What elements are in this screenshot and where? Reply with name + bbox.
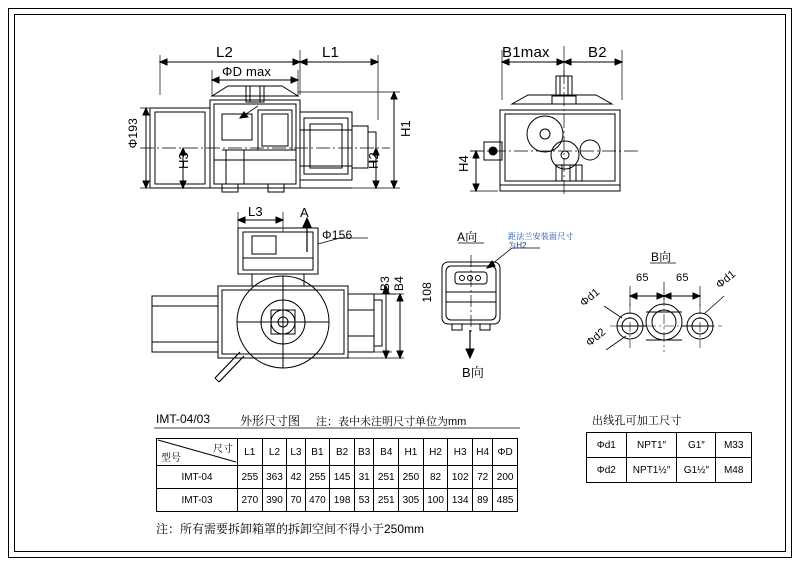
thread-cell-g: G1½″ [677,458,716,483]
dim-label-108: 108 [420,282,434,303]
cell: 53 [354,489,374,512]
table-row [587,433,752,458]
thread-cell-g: G1″ [677,433,716,458]
cell: 251 [374,489,399,512]
bottom-note: 注：所有需要拆卸箱罩的拆卸空间不得小于250mm [156,522,425,536]
dim-label-65-left: 65 [636,272,649,284]
dim-label-65-right: 65 [676,272,689,284]
cell: 305 [399,489,424,512]
dim-label-phi156: Φ156 [322,228,353,242]
dim-label-h4: H4 [456,155,471,173]
cell: 363 [262,466,287,489]
row-model: IMT-03 [157,489,238,512]
dim-label-h1: H1 [398,120,413,138]
cell: 270 [238,489,263,512]
thread-cell-npt: NPT1″ [626,433,677,458]
cell: 100 [423,489,448,512]
cell: 255 [238,466,263,489]
dim-label-phid2: Φd2 [584,326,609,350]
section-arrow-a: A [300,205,309,220]
cell: 145 [330,466,355,489]
cell: 485 [493,489,518,512]
cell: 200 [493,466,518,489]
col-head: H2 [423,439,448,466]
dim-label-phid1-left: Φd1 [578,286,603,310]
cell: 72 [473,466,493,489]
cell: 198 [330,489,355,512]
thread-row-label: Φd2 [587,458,627,483]
cell: 31 [354,466,374,489]
col-head: B1 [305,439,330,466]
dim-label-l1: L1 [322,44,340,61]
col-head: L1 [238,439,263,466]
thread-table-title: 出线孔可加工尺寸 [592,415,682,427]
cell: 251 [374,466,399,489]
cell: 102 [448,466,473,489]
thread-cell-m: M48 [716,458,752,483]
col-head: H3 [448,439,473,466]
cell: 89 [473,489,493,512]
view-a-label: A向 [457,230,478,244]
dim-label-phid-max: ΦD max [222,64,272,79]
table-row [157,489,518,512]
view-a-note: 距法兰安装面尺寸为H2 [508,232,574,251]
drawing-title-note: 注：表中未注明尺寸单位为mm [316,416,467,428]
thread-table [586,432,752,483]
thread-cell-m: M33 [716,433,752,458]
cell: 470 [305,489,330,512]
dim-label-h2: H2 [366,152,381,170]
dim-label-l2: L2 [216,44,234,61]
dim-label-phi193: Φ193 [126,118,140,149]
corner-label-size: 尺寸 [213,444,233,455]
view-b-label: B向 [651,250,672,264]
col-head: B3 [354,439,374,466]
section-arrow-b: B向 [462,365,485,380]
col-head: L3 [287,439,305,466]
cell: 42 [287,466,305,489]
cell: 390 [262,489,287,512]
table-row [587,458,752,483]
dim-label-phid1-right: Φd1 [714,268,739,292]
dim-label-h3: H3 [176,152,191,170]
cell: 255 [305,466,330,489]
dimension-table [156,438,518,512]
dim-label-l3: L3 [248,204,263,219]
thread-cell-npt: NPT1½″ [626,458,677,483]
dim-label-b2: B2 [588,44,607,61]
dim-label-b1max: B1max [502,44,550,61]
col-head: B4 [374,439,399,466]
cell: 134 [448,489,473,512]
col-head: B2 [330,439,355,466]
col-head: L2 [262,439,287,466]
col-head: ΦD [493,439,518,466]
drawing-title-sub: 外形尺寸图 [240,414,301,428]
table-row [157,466,518,489]
cell: 82 [423,466,448,489]
table-header-row [157,439,518,466]
cell: 250 [399,466,424,489]
table-corner-cell [157,439,238,466]
col-head: H1 [399,439,424,466]
col-head: H4 [473,439,493,466]
dim-label-b3: B3 [378,276,392,292]
corner-label-model: 型号 [161,453,181,464]
dim-label-b4: B4 [392,276,406,292]
drawing-title: IMT-04/03 [156,412,211,426]
cell: 70 [287,489,305,512]
row-model: IMT-04 [157,466,238,489]
thread-row-label: Φd1 [587,433,627,458]
